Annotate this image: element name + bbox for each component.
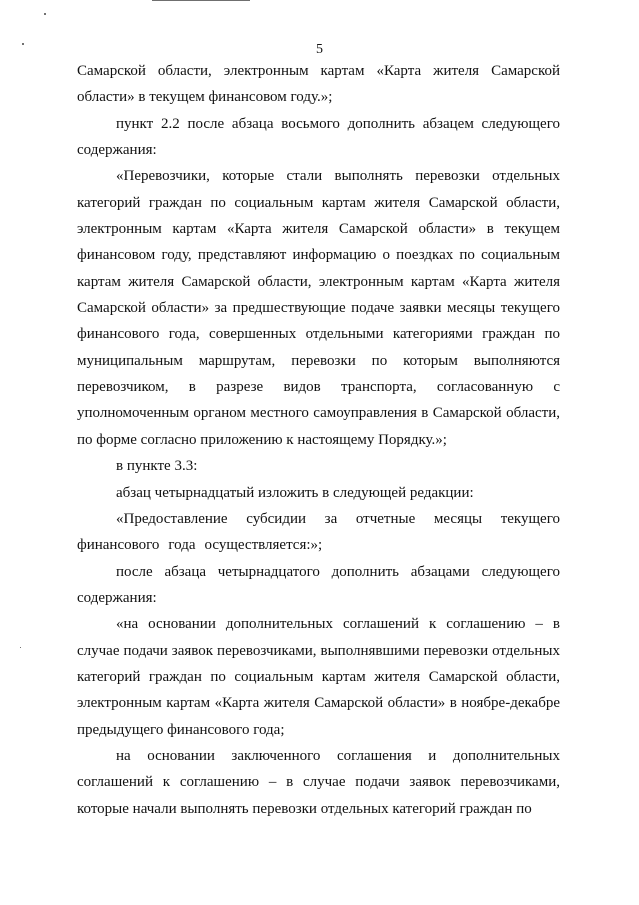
scan-speck bbox=[20, 647, 21, 648]
document-body bbox=[77, 58, 560, 822]
paragraph-item-3-3: в пункте 3.3: bbox=[116, 458, 198, 475]
page-number: 5 bbox=[316, 42, 323, 57]
paragraph-concluded-agreement: на основании заключенного соглашения и дополнительных соглашений к соглашению – в случае подачи заявок перевозчиками, которые начали выполнять перевозки отдельных категорий граждан по bbox=[77, 747, 560, 817]
paragraph-add-paragraphs: после абзаца четырнадцатого дополнить абзацами следующего содержания: bbox=[77, 563, 560, 606]
paragraph-additional-agreements: «на основании дополнительных соглашений к соглашению – в случае подачи заявок перевозчиками, выполнявшими перевозки отдельных категорий граждан по социальным картам жителя Самарской области, электронным картам «Карта жителя Самарской области» в ноябре-декабре предыдущего финансового года; bbox=[77, 616, 560, 738]
paragraph-item-2-2: пункт 2.2 после абзаца восьмого дополнить абзацем следующего содержания: bbox=[77, 115, 560, 159]
scan-speck bbox=[44, 13, 46, 15]
paragraph-carriers-info: «Перевозчики, которые стали выполнять перевозки отдельных категорий граждан по социальным картам жителя Самарской области, электронным картам «Карта жителя Самарской области» в текущем финансовом году, представляют информацию о поездках по социальным картам жителя Самарской области, электронным картам «Карта жителя Самарской области» за предшествующие подаче заявки месяцы текущего финансового года, совершенных отдельными категориями граждан по муниципальным маршрутам, перевозки по которым выполняются перевозчиком, в разрезе видов транспорта, согласованную с уполномоченным органом местного самоуправления в Самарской области, по форме согласно приложению к настоящему Порядку.»; bbox=[77, 168, 560, 448]
paragraph-fourteenth-edit: абзац четырнадцатый изложить в следующей редакции: bbox=[116, 484, 474, 501]
paragraph-subsidy-provision: «Предоставление субсидии за отчетные месяцы текущего финансового года осуществляется:»; bbox=[77, 510, 560, 554]
paragraph-continuation: Самарской области, электронным картам «Карта жителя Самарской области» в текущем финансовом году.»; bbox=[77, 63, 560, 106]
top-edge-rule bbox=[152, 0, 250, 1]
